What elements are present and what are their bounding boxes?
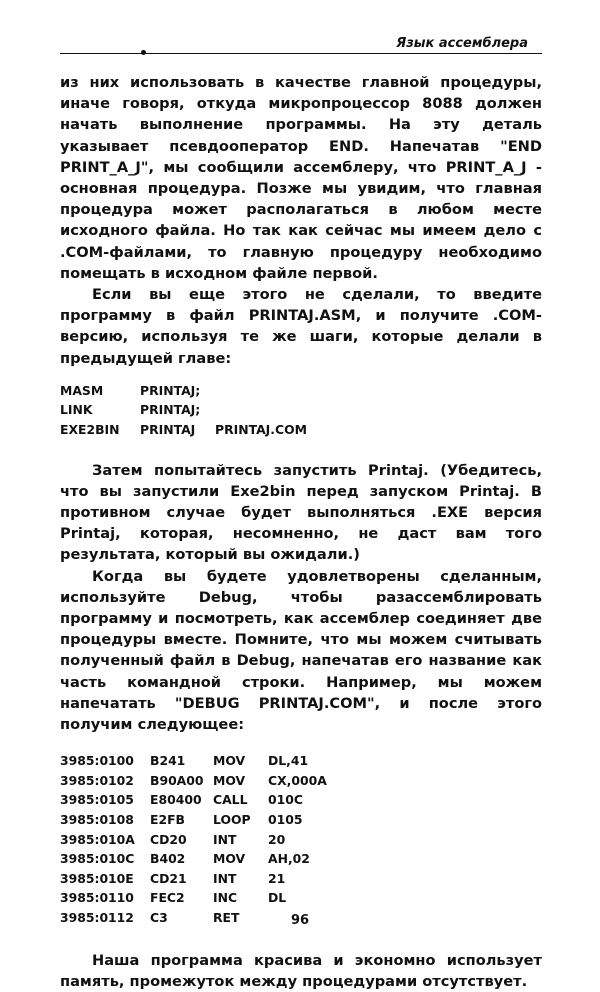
machine-code: C3 [150, 910, 168, 926]
header-rule-dot [141, 50, 146, 55]
disassembly-row [60, 830, 542, 850]
operand: AH,02 [268, 851, 310, 867]
machine-code: B90A00 [150, 772, 204, 788]
address: 3985:0110 [60, 890, 134, 906]
address: 3985:0102 [60, 772, 134, 788]
command-row [60, 381, 542, 401]
running-header-title: Язык ассемблера [396, 36, 528, 51]
address: 3985:0112 [60, 910, 134, 926]
command-listing [60, 381, 542, 440]
operand: CX,000A [268, 772, 327, 788]
disassembly-row [60, 771, 542, 791]
machine-code: CD21 [150, 870, 187, 886]
page-body [60, 72, 542, 992]
mnemonic: MOV [213, 851, 246, 867]
command-arg: PRINTAJ.COM [215, 422, 307, 438]
machine-code: CD20 [150, 831, 187, 847]
machine-code: FEC2 [150, 890, 185, 906]
disassembly-row [60, 751, 542, 771]
mnemonic: MOV [213, 753, 246, 769]
mnemonic: INT [213, 831, 237, 847]
operand: DL,41 [268, 753, 309, 769]
operand: 21 [268, 870, 286, 886]
paragraph: Наша программа красива и экономно использует память, промежуток между процедурами отсутствует. [60, 951, 542, 990]
machine-code: B402 [150, 851, 186, 867]
address: 3985:0108 [60, 812, 134, 828]
operand: 20 [268, 831, 286, 847]
command-arg: PRINTAJ; [140, 402, 201, 418]
operand: 0105 [268, 812, 303, 828]
operand: 010C [268, 792, 303, 808]
disassembly-row [60, 810, 542, 830]
paragraph: Если вы еще этого не сделали, то введите программу в файл PRINTAJ.ASM, и получите .COM-версию, используя те же шаги, которые делали в предыдущей главе: [60, 286, 542, 367]
paragraph: Затем попытайтесь запустить Printaj. (Убедитесь, что вы запустили Exe2bin перед запуском Printaj. В противном случае будет выполняться .EXE версия Printaj, которая, несомненно, не даст вам того результата, который вы ожидали.) [60, 461, 542, 564]
address: 3985:010C [60, 851, 135, 867]
machine-code: E2FB [150, 812, 185, 828]
address: 3985:010A [60, 831, 135, 847]
page-number: 96 [290, 913, 310, 928]
mnemonic: CALL [213, 792, 248, 808]
disassembly-row [60, 849, 542, 869]
mnemonic: MOV [213, 772, 246, 788]
command-row [60, 400, 542, 420]
mnemonic: RET [213, 910, 240, 926]
machine-code: E80400 [150, 792, 202, 808]
command-name: EXE2BIN [60, 422, 120, 438]
command-row [60, 420, 542, 440]
command-arg: PRINTAJ; [140, 382, 201, 398]
mnemonic: INT [213, 870, 237, 886]
disassembly-row [60, 790, 542, 810]
disassembly-listing [60, 751, 542, 927]
address: 3985:0105 [60, 792, 134, 808]
paragraph: из них использовать в качестве главной процедуры, иначе говоря, откуда микропроцессор 8088 должен начать выполнение программы. На эту деталь указывает псевдооператор END. Напечатав "END PRINT_A_J", мы сообщили ассемблеру, что PRINT_A_J - основная процедура. Позже мы увидим, что главная процедура может располагаться в любом месте исходного файла. Но так как сейчас мы имеем дело с .COM-файлами, то главную процедуру необходимо помещать в исходном файле первой. [60, 74, 542, 282]
command-name: MASM [60, 382, 104, 398]
machine-code: B241 [150, 753, 186, 769]
command-name: LINK [60, 402, 93, 418]
paragraph: Когда вы будете удовлетворены сделанным, используйте Debug, чтобы разассемблировать программу и посмотреть, как ассемблер соединяет две процедуры вместе. Помните, что мы можем считывать полученный файл в Debug, напечатав его название как часть командной строки. Например, мы можем напечатать "DEBUG PRINTAJ.COM", и после этого получим следующее: [60, 567, 542, 734]
header-rule [60, 53, 542, 54]
mnemonic: LOOP [213, 812, 251, 828]
address: 3985:0100 [60, 753, 134, 769]
address: 3985:010E [60, 870, 134, 886]
operand: DL [268, 890, 287, 906]
disassembly-row [60, 869, 542, 889]
disassembly-row [60, 888, 542, 908]
mnemonic: INC [213, 890, 238, 906]
command-arg: PRINTAJ [140, 422, 196, 438]
